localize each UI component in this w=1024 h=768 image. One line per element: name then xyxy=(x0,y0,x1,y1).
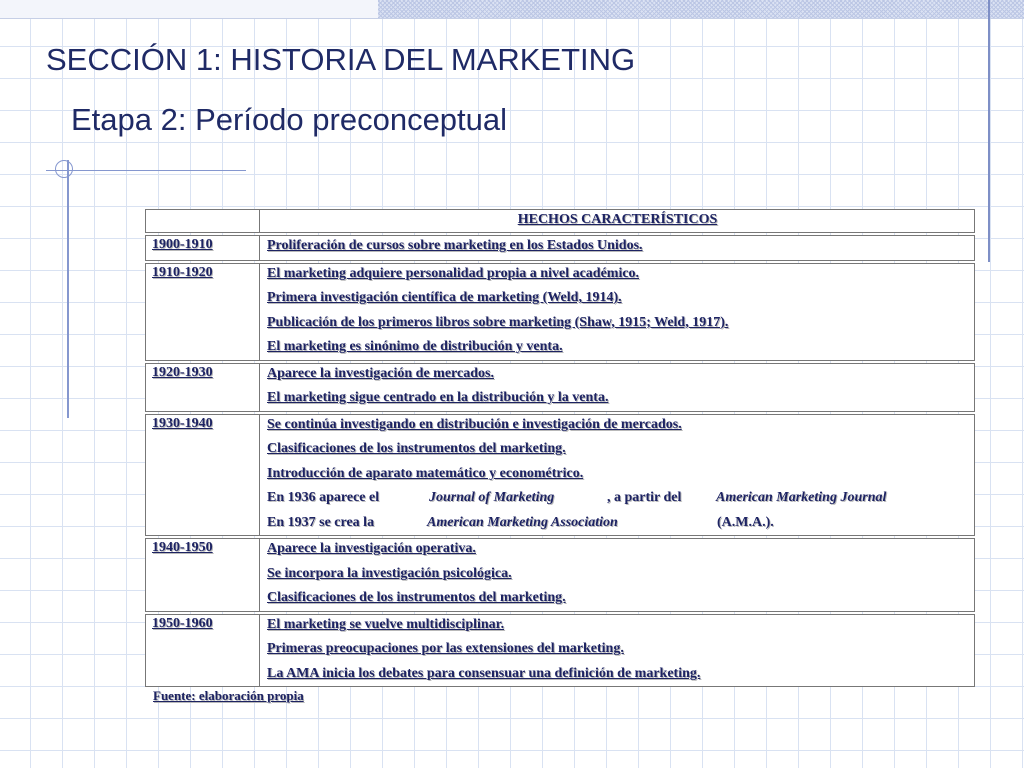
period-label: 1930-1940 xyxy=(152,415,213,431)
table-source-note: Fuente: elaboración propia xyxy=(153,688,304,703)
fact-line: Aparece la investigación operativa. xyxy=(267,541,476,556)
ama-fact-line xyxy=(267,511,968,536)
journal-fact-line xyxy=(267,486,968,511)
decorative-horizontal-line xyxy=(46,170,246,171)
slide-subtitle: Etapa 2: Período preconceptual xyxy=(71,102,508,137)
facts-cell xyxy=(259,263,975,361)
period-cell xyxy=(145,363,259,412)
period-label: 1900-1910 xyxy=(152,237,213,252)
journal-origin-name: American Marketing Journal xyxy=(716,490,887,505)
journal-text-1: En 1936 aparece el xyxy=(267,490,380,505)
decorative-vertical-line-right xyxy=(988,0,990,262)
fact-line: El marketing adquiere personalidad propia a nivel académico. xyxy=(267,265,640,281)
top-pattern-band xyxy=(378,0,1024,18)
period-cell xyxy=(145,614,259,688)
period-cell xyxy=(145,263,259,361)
ama-abbreviation: (A.M.A.). xyxy=(717,514,774,530)
fact-line: Primera investigación científica de marketing (Weld, 1914). xyxy=(267,290,622,305)
facts-cell xyxy=(259,414,975,537)
period-cell xyxy=(145,235,259,261)
facts-cell xyxy=(259,614,975,688)
fact-line: Publicación de los primeros libros sobre marketing (Shaw, 1915; Weld, 1917). xyxy=(267,314,729,330)
period-label: 1950-1960 xyxy=(152,615,213,631)
fact-line: Introducción de aparato matemático y econométrico. xyxy=(267,465,584,481)
facts-cell xyxy=(259,363,975,412)
facts-cell xyxy=(259,538,975,612)
fact-line: Clasificaciones de los instrumentos del marketing. xyxy=(267,590,566,605)
table-row xyxy=(145,235,975,261)
table-row xyxy=(145,538,975,612)
journal-name: Journal of Marketing xyxy=(429,490,555,505)
fact-line: Clasificaciones de los instrumentos del marketing. xyxy=(267,441,566,456)
period-label: 1910-1920 xyxy=(152,264,213,280)
fact-line: Aparece la investigación de mercados. xyxy=(267,365,494,381)
decorative-vertical-line-left xyxy=(67,160,69,418)
journal-text-2: , a partir del xyxy=(607,490,682,505)
period-label: 1920-1930 xyxy=(152,364,213,380)
fact-line: El marketing es sinónimo de distribución y venta. xyxy=(267,339,563,354)
table-header-row xyxy=(145,209,975,233)
fact-line: Primeras preocupaciones por las extensiones del marketing. xyxy=(267,641,624,656)
table-row xyxy=(145,414,975,537)
header-blank-cell xyxy=(145,209,259,233)
fact-line: Se continúa investigando en distribución e investigación de mercados. xyxy=(267,416,682,432)
header-cell: HECHOS CARACTERÍSTICOS xyxy=(259,209,975,233)
fact-line: La AMA inicia los debates para consensuar una definición de marketing. xyxy=(267,665,701,681)
fact-line: Se incorpora la investigación psicológica. xyxy=(267,565,512,581)
period-cell xyxy=(145,538,259,612)
fact-line: El marketing se vuelve multidisciplinar. xyxy=(267,616,505,632)
ama-text-1: En 1937 se crea la xyxy=(267,514,375,530)
period-cell xyxy=(145,414,259,537)
fact-line: El marketing sigue centrado en la distribución y la venta. xyxy=(267,390,609,405)
table-row xyxy=(145,263,975,361)
history-table xyxy=(145,207,975,689)
table-row xyxy=(145,363,975,412)
history-table-container xyxy=(145,207,975,689)
decorative-circle xyxy=(55,160,73,178)
fact-line: Proliferación de cursos sobre marketing en los Estados Unidos. xyxy=(267,238,643,253)
slide-title: SECCIÓN 1: HISTORIA DEL MARKETING xyxy=(46,42,636,77)
facts-cell xyxy=(259,235,975,261)
table-row xyxy=(145,614,975,688)
period-label: 1940-1950 xyxy=(152,540,213,555)
ama-name: American Marketing Association xyxy=(427,514,618,530)
